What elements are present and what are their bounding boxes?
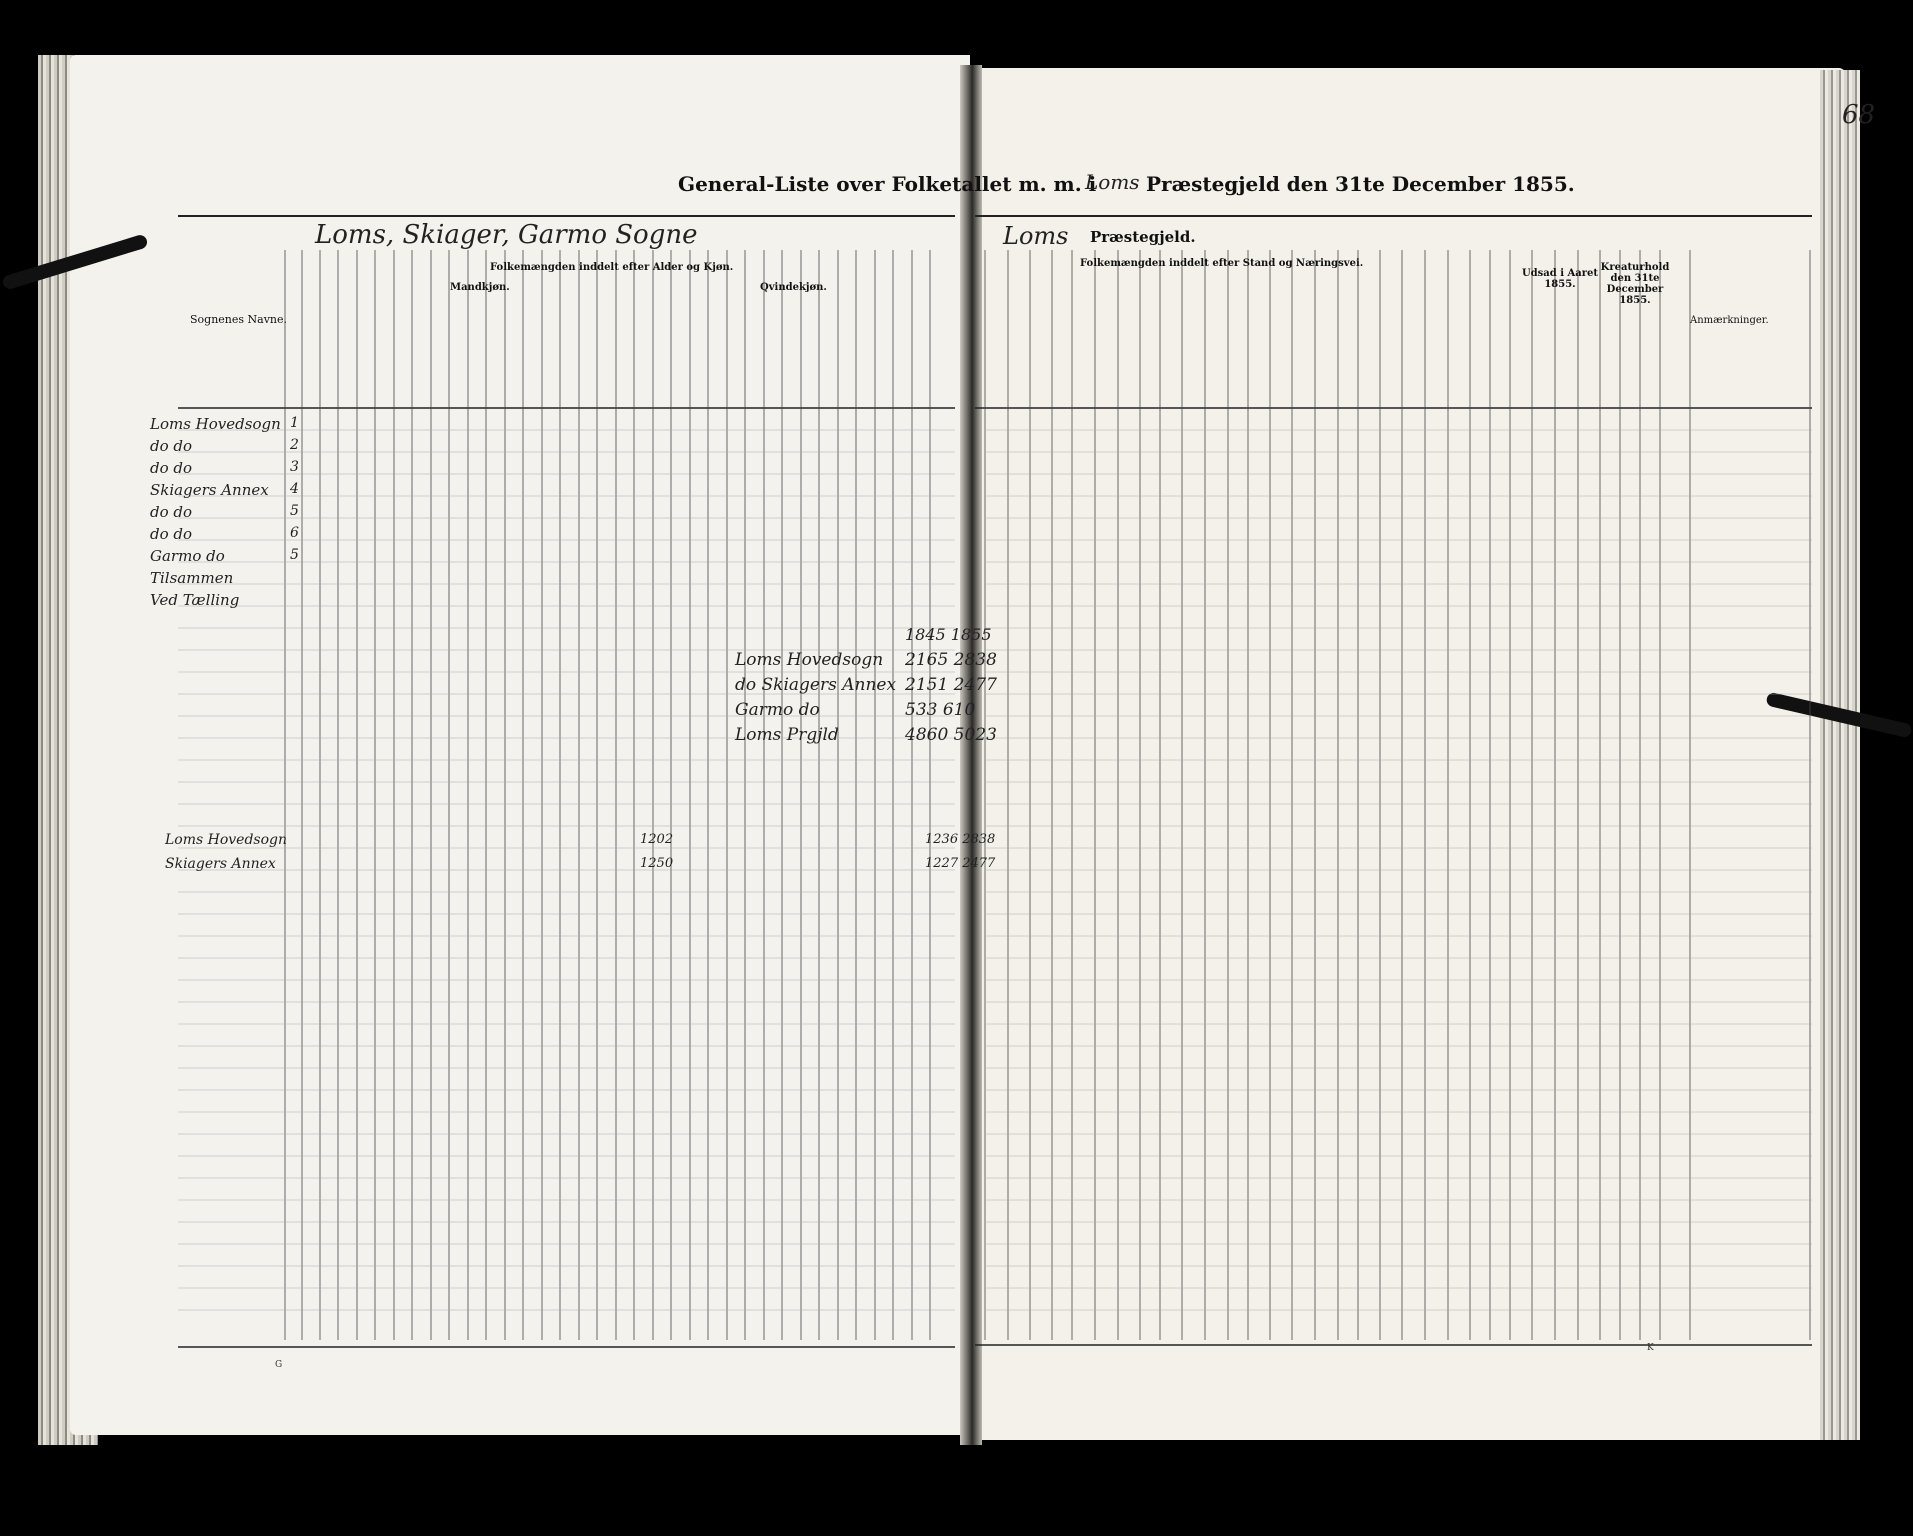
table-row-number: 2: [290, 437, 299, 453]
col-header-names: Sognenes Navne.: [190, 313, 288, 326]
table-row-number: 5: [290, 503, 299, 519]
col-header-mandkjon: Mandkjøn.: [450, 282, 510, 293]
summary-values: 2165 2838: [905, 650, 997, 670]
table-row-name: do do: [150, 525, 193, 543]
table-row-name: do do: [150, 437, 193, 455]
col-header-kreatur: Kreaturhold den 31te December 1855.: [1600, 262, 1670, 306]
parish-label-right: Præstegjeld.: [1090, 228, 1196, 246]
col-header-folk-age: Folkemængden inddelt efter Alder og Kjøn.: [490, 262, 734, 273]
title-right-place: Loms: [1085, 170, 1140, 194]
table-row-name: Garmo do: [150, 547, 225, 565]
page-number: 68: [1842, 100, 1876, 130]
col-header-udsad: Udsad i Aaret 1855.: [1521, 268, 1599, 290]
bottom-row-totals: 1236 2838: [925, 832, 996, 847]
summary-label: Loms Hovedsogn: [735, 650, 884, 670]
bottom-row-total1: 1202: [640, 832, 674, 847]
title-right: Præstegjeld den 31te December 1855.: [1146, 172, 1575, 196]
summary-values: 4860 5023: [905, 725, 997, 745]
summary-label: do Skiagers Annex: [735, 675, 897, 695]
table-row-name: do do: [150, 459, 193, 477]
parish-handwritten-right: Loms: [1003, 222, 1069, 250]
parish-handwritten: Loms, Skiager, Garmo Sogne: [315, 220, 698, 250]
summary-values: 533 610: [905, 700, 976, 720]
table-row-name: do do: [150, 503, 193, 521]
table-row-number: 5: [290, 547, 299, 563]
table-row-name: Skiagers Annex: [150, 481, 269, 499]
table-row-number: 1: [290, 415, 299, 431]
table-row-number: 6: [290, 525, 299, 541]
bottom-row-totals: 1227 2477: [925, 856, 996, 871]
footer-right: K: [1647, 1343, 1654, 1353]
bottom-row-label: Loms Hovedsogn: [165, 832, 288, 848]
table-row-name: Tilsammen: [150, 569, 234, 587]
table-row-name: Loms Hovedsogn: [150, 415, 281, 433]
footer-left: G: [275, 1360, 283, 1370]
table-row-number: 4: [290, 481, 299, 497]
table-row-name: Ved Tælling: [150, 591, 240, 609]
summary-label: Loms Prgjld: [735, 725, 839, 745]
table-row-number: 3: [290, 459, 299, 475]
bottom-row-label: Skiagers Annex: [165, 856, 276, 872]
col-header-right-folk: Folkemængden inddelt efter Stand og Næringsvei.: [1080, 258, 1364, 269]
title-left: General-Liste over Folketallet m. m. i: [678, 172, 1097, 196]
col-header-anm: Anmærkninger.: [1690, 315, 1769, 326]
bottom-row-total1: 1250: [640, 856, 674, 871]
summary-values: 2151 2477: [905, 675, 997, 695]
col-header-qvindekjon: Qvindekjøn.: [760, 282, 827, 293]
summary-label: Garmo do: [735, 700, 820, 720]
summary-top-values: 1845 1855: [905, 625, 992, 644]
